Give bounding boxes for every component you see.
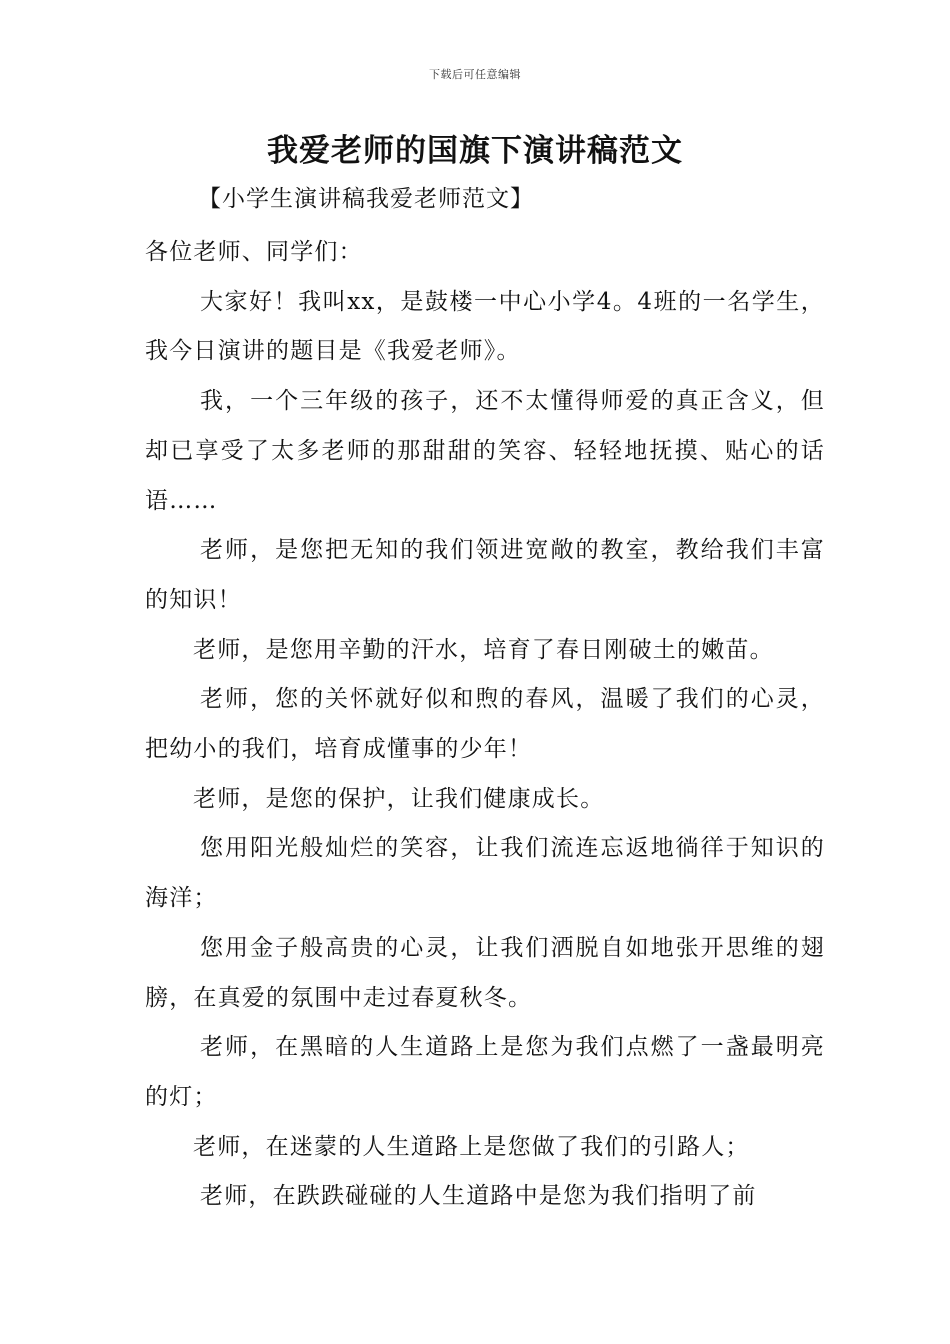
body-paragraph: 您用金子般高贵的心灵，让我们洒脱自如地张开思维的翅膀，在真爱的氛围中走过春夏秋冬。 (145, 934, 825, 1011)
salutation-paragraph: 各位老师、同学们： (145, 239, 363, 265)
body-paragraph: 老师，在黑暗的人生道路上是您为我们点燃了一盏最明亮的灯； (145, 1034, 825, 1110)
document-title: 我爱老师的国旗下演讲稿范文 (267, 133, 683, 169)
body-paragraph: 老师，在跌跌碰碰的人生道路中是您为我们指明了前 (200, 1183, 757, 1210)
document-body (145, 228, 825, 1222)
header-note: 下载后可任意编辑 (429, 68, 521, 81)
body-paragraph: 老师，是您的保护，让我们健康成长。 (193, 785, 605, 812)
body-paragraph: 老师，在迷蒙的人生道路上是您做了我们的引路人； (193, 1133, 750, 1160)
body-paragraph: 老师，是您用辛勤的汗水，培育了春日刚破土的嫩苗。 (193, 636, 774, 663)
body-paragraph: 老师，是您把无知的我们领进宽敞的教室，教给我们丰富的知识！ (145, 537, 825, 613)
body-paragraph: 大家好！我叫xx，是鼓楼一中心小学4。4班的一名学生，我今日演讲的题目是《我爱老师》。 (145, 288, 825, 365)
body-paragraph: 您用阳光般灿烂的笑容，让我们流连忘返地徜徉于知识的海洋； (145, 835, 825, 912)
body-paragraph: 我，一个三年级的孩子，还不太懂得师爱的真正含义，但却已享受了太多老师的那甜甜的笑容、轻轻地抚摸、贴心的话语…… (145, 388, 825, 514)
body-paragraph: 老师，您的关怀就好似和煦的春风，温暖了我们的心灵，把幼小的我们，培育成懂事的少年！ (145, 686, 825, 763)
document-subtitle: 【小学生演讲稿我爱老师范文】 (198, 186, 534, 212)
